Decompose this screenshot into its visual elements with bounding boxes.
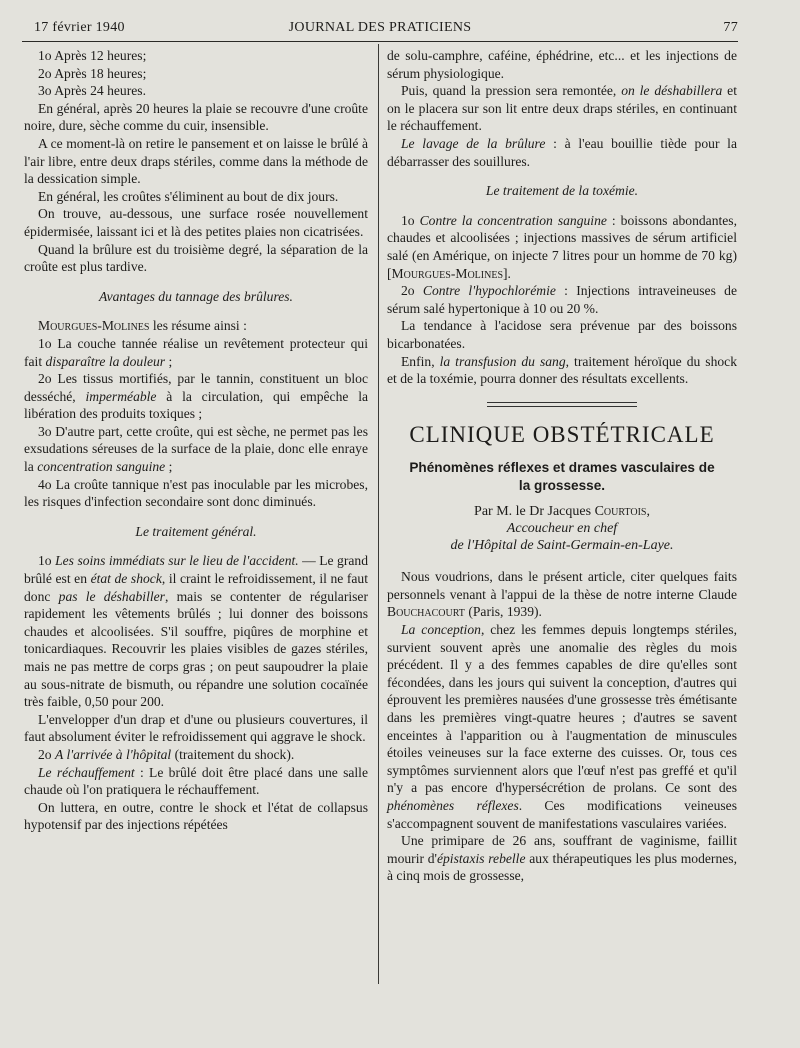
header-rule: [22, 41, 738, 42]
paragraph: 1o La couche tannée réalise un revêtement protecteur qui fait disparaître la douleur ;: [24, 335, 368, 369]
paragraph: 4o La croûte tannique n'est pas inoculable par les microbes, les risques d'infection secondaire sont donc diminués.: [24, 476, 368, 510]
paragraph: 2o A l'arrivée à l'hôpital (traitement du shock).: [38, 746, 295, 762]
paragraph: 3o D'autre part, cette croûte, qui est sèche, ne permet pas les exsudations séreuses de la surface de la plaie, donc elle enraye la concentration sanguine ;: [24, 423, 368, 475]
section-double-rule: [487, 402, 637, 407]
right-column: [387, 47, 737, 885]
paragraph: A ce moment-là on retire le pansement et on laisse le brûlé à l'air libre, entre deux draps stériles, comme dans la méthode de la dessication simple.: [24, 135, 368, 187]
paragraph: Quand la brûlure est du troisième degré, la séparation de la croûte est plus tardive.: [24, 241, 368, 275]
paragraph: 1o Contre la concentration sanguine : boissons abondantes, chaudes et alcoolisées ; injections massives de sérum artificiel salé (en Amérique, on injecte 7 litres pour un homme de 70 kg)[Mourgues-Molines].: [387, 212, 738, 281]
subheading-toxemie: Le traitement de la toxémie.: [485, 183, 639, 199]
paragraph: 1o Les soins immédiats sur le lieu de l'accident. — Le grand brûlé est en état de shock, il craint le refroidissement, il ne faut donc pas le déshabiller, mais se contenter de régulariser rapidement les vêtements brûlés ; lui donner des boissons chaudes et alcoolisées. S'il souffre, piqûres de morphine et tonicardiaques. Recouvrir les plaies visibles de gazes stériles, mais ne pas mettre de corps gras ; on peut saupoudrer la plaie au sous-nitrate de bismuth, ou répandre une solution cocaïnée très faible, 0,50 pour 200.: [24, 553, 368, 710]
paragraph: Enfin, la transfusion du sang, traitement héroïque du shock et de la toxémie, pourra donner des résultats excellents.: [387, 353, 738, 387]
page-header: [22, 20, 738, 42]
paragraph: Puis, quand la pression sera remontée, on le déshabillera et on le placera sur son lit entre deux draps stériles, en continuant le réchauffement.: [387, 83, 737, 134]
subheading-tannage: Avantages du tannage des brûlures.: [99, 288, 293, 304]
paragraph: 2o Contre l'hypochlorémie : Injections intraveineuses de sérum salé hypertonique à 10 ou 20 %.: [387, 283, 737, 316]
column-divider: [378, 44, 379, 984]
paragraph: Le réchauffement : Le brûlé doit être placé dans une salle chaude où l'on pratiquera le réchauffement.: [24, 764, 368, 798]
paragraph: L'envelopper d'un drap et d'une ou plusieurs couvertures, il faut absolument éviter le refroidissement qui aggrave le shock.: [24, 711, 368, 745]
affiliation-line: de l'Hôpital de Saint-Germain-en-Laye.: [450, 538, 674, 554]
paragraph: Le lavage de la brûlure : à l'eau bouillie tiède pour la débarrasser des souillures.: [387, 135, 737, 169]
paragraph: On trouve, au-dessous, une surface rosée nouvellement épidermisée, laissant ici et là des petites plaies non cicatrisées.: [24, 206, 368, 239]
journal-title: JOURNAL DES PRATICIENS: [288, 20, 472, 35]
paragraph: 2o Les tissus mortifiés, par le tannin, constituent un bloc desséché, imperméable à la circulation, qui empêche la libération des produits toxiques ;: [24, 371, 369, 422]
paragraph: Mourgues-Molines les résume ainsi :: [38, 318, 247, 334]
paragraph: Nous voudrions, dans le présent article, citer quelques faits personnels venant à l'appui de la thèse de notre interne Claude Bouchacourt (Paris, 1939).: [387, 569, 737, 620]
issue-date: 17 février 1940: [34, 20, 125, 35]
page-number: 77: [723, 20, 738, 35]
paragraph: La conception, chez les femmes depuis longtemps stériles, survient souvent après une anomalie des règles du mois précédent. Il y a des femmes capables de dire qu'elles sont fécondées, dans les jours qui suivent la conception, d'autres qui éprouvent les premières nausées d'une grossesse très émétisante dans les premières vingt-quatre heures ; d'autres se savent enceintes à l'apparition ou à l'augmentation de minuscules étoiles veineuses sur la face externe des cuisses. Or, tous ces symptômes surviennent alors que l'œuf n'est pas greffé et qu'il n'y a pas encore d'hypersécrétion de prolans. Ce sont des phénomènes réflexes. Ces modifications veineuses s'accompagnent souvent de manifestations vasculaires variées.: [387, 622, 737, 831]
subheading-traitement-general: Le traitement général.: [135, 523, 257, 539]
list-item: 2o Après 18 heures;: [38, 65, 147, 81]
paragraph: Une primipare de 26 ans, souffrant de vaginisme, faillit mourir d'épistaxis rebelle aux thérapeutiques les plus modernes, à cinq mois de grossesse,: [387, 833, 737, 884]
article-title: Phénomènes réflexes et drames vasculaires de la grossesse.: [409, 459, 715, 493]
list-item: 3o Après 24 heures.: [38, 83, 146, 99]
byline: Par M. le Dr Jacques Courtois,: [474, 503, 650, 519]
paragraph: On luttera, en outre, contre le shock et l'état de collapsus hypotensif par des injections répétées: [24, 799, 368, 833]
author-name: Mourgues-Molines: [38, 318, 150, 334]
section-title: CLINIQUE OBSTÉTRICALE: [409, 421, 715, 447]
affiliation-line: Accoucheur en chef: [506, 521, 618, 537]
paragraph: La tendance à l'acidose sera prévenue par des boissons bicarbonatées.: [387, 318, 737, 351]
list-item: 1o Après 12 heures;: [38, 48, 147, 63]
paragraph: de solu-camphre, caféine, éphédrine, etc... et les injections de sérum physiologique.: [387, 48, 737, 81]
paragraph: En général, les croûtes s'éliminent au bout de dix jours.: [38, 188, 339, 204]
paragraph: En général, après 20 heures la plaie se recouvre d'une croûte noire, dure, sèche comme du cuir, insensible.: [24, 100, 368, 134]
left-column: [24, 47, 368, 834]
